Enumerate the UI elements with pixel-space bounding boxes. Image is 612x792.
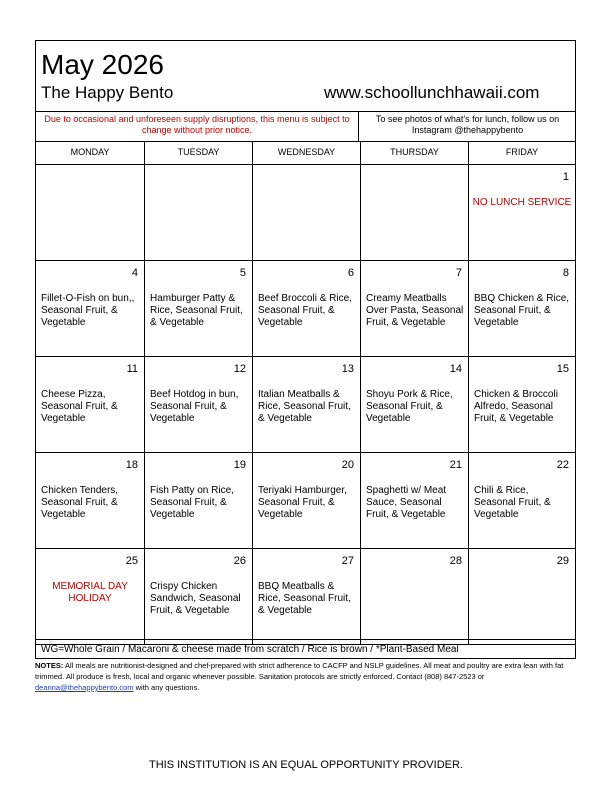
meal-description: Fish Patty on Rice, Seasonal Fruit, & Vegetable bbox=[150, 485, 234, 520]
calendar-day-cell bbox=[145, 357, 253, 452]
meal-description: Italian Meatballs & Rice, Seasonal Fruit, & Vegetable bbox=[258, 389, 351, 424]
instagram-notice: To see photos of what's for lunch, follow us on Instagram @thehappybento bbox=[375, 114, 560, 135]
day-number: 29 bbox=[556, 555, 569, 567]
calendar-grid bbox=[36, 141, 575, 645]
day-number: 11 bbox=[126, 363, 138, 375]
day-number: 28 bbox=[449, 555, 462, 567]
calendar-day-cell bbox=[469, 261, 575, 356]
meal-description: Teriyaki Hamburger, Seasonal Fruit, & Vegetable bbox=[258, 485, 347, 520]
legend: WG=Whole Grain / Macaroni & cheese made from scratch / Rice is brown / *Plant-Based Meal bbox=[36, 639, 575, 659]
weekday-header-row bbox=[36, 141, 575, 165]
day-number: 20 bbox=[341, 459, 354, 471]
calendar-day-cell bbox=[361, 453, 469, 548]
day-number: 14 bbox=[449, 363, 462, 375]
calendar-week-row bbox=[36, 549, 575, 645]
calendar-day-cell bbox=[36, 261, 145, 356]
day-number: 5 bbox=[239, 267, 246, 279]
weekday-wednesday: WEDNESDAY bbox=[253, 141, 361, 164]
calendar-day-cell bbox=[469, 549, 575, 644]
notes-text: All meals are nutritionist-designed and chef-prepared with strict adherence to CACFP and NSLP guidelines. All meat and poultry are extra lean with fat trimmed. All produce is fresh, local and organic whenever possible. Sanitation protocols are strictly enforced. Contact (808) 847-2523 or bbox=[35, 661, 564, 681]
calendar-day-cell bbox=[36, 549, 145, 644]
website-link[interactable]: www.schoollunchhawaii.com bbox=[324, 83, 540, 102]
notes bbox=[35, 660, 580, 693]
day-notice: MEMORIAL DAY HOLIDAY bbox=[52, 581, 128, 604]
calendar-day-cell bbox=[36, 453, 145, 548]
day-number: 13 bbox=[341, 363, 354, 375]
calendar-day-cell bbox=[145, 165, 253, 260]
meal-description: Crispy Chicken Sandwich, Seasonal Fruit, & Vegetable bbox=[150, 581, 241, 616]
meal-description: Creamy Meatballs Over Pasta, Seasonal Fruit, & Vegetable bbox=[366, 293, 464, 328]
day-number: 19 bbox=[233, 459, 246, 471]
weekday-tuesday: TUESDAY bbox=[145, 141, 253, 164]
calendar-frame bbox=[35, 40, 576, 659]
calendar-week-row bbox=[36, 165, 575, 261]
calendar-day-cell bbox=[253, 357, 361, 452]
page-title: May 2026 bbox=[41, 49, 164, 80]
day-number: 6 bbox=[347, 267, 354, 279]
day-notice: NO LUNCH SERVICE bbox=[472, 197, 572, 208]
calendar-day-cell bbox=[361, 261, 469, 356]
equal-opportunity-footer: THIS INSTITUTION IS AN EQUAL OPPORTUNITY PROVIDER. bbox=[149, 759, 463, 771]
day-number: 1 bbox=[562, 171, 569, 183]
weekday-friday: FRIDAY bbox=[505, 147, 539, 157]
notes-suffix: with any questions. bbox=[135, 683, 200, 692]
calendar-day-cell bbox=[145, 261, 253, 356]
meal-description: BBQ Chicken & Rice, Seasonal Fruit, & Vegetable bbox=[474, 293, 570, 328]
meal-description: Chicken Tenders, Seasonal Fruit, & Vegetable bbox=[41, 485, 119, 520]
day-number: 12 bbox=[233, 363, 246, 375]
contact-email-link[interactable]: deanna@thehappybento.com bbox=[35, 683, 134, 692]
brand-name: The Happy Bento bbox=[41, 83, 174, 102]
day-number: 25 bbox=[125, 555, 138, 567]
meal-description: Cheese Pizza, Seasonal Fruit, & Vegetable bbox=[41, 389, 118, 424]
weeks-container bbox=[36, 165, 575, 645]
calendar-day-cell bbox=[36, 165, 145, 260]
calendar-day-cell bbox=[253, 549, 361, 644]
calendar-day-cell bbox=[361, 165, 469, 260]
calendar-day-cell bbox=[145, 453, 253, 548]
meal-description: Shoyu Pork & Rice, Seasonal Fruit, & Vegetable bbox=[366, 389, 453, 424]
calendar-week-row bbox=[36, 261, 575, 357]
day-number: 7 bbox=[455, 267, 462, 279]
notes-label: NOTES: bbox=[35, 661, 64, 670]
calendar-day-cell bbox=[469, 165, 575, 260]
supply-notice: Due to occasional and unforeseen supply disruptions, this menu is subject to change without prior notice. bbox=[36, 112, 359, 141]
calendar-day-cell bbox=[469, 453, 575, 548]
weekday-thursday: THURSDAY bbox=[361, 141, 469, 164]
calendar-day-cell bbox=[36, 357, 145, 452]
day-number: 4 bbox=[131, 267, 138, 279]
calendar-week-row bbox=[36, 357, 575, 453]
day-number: 15 bbox=[556, 363, 569, 375]
weekday-monday: MONDAY bbox=[36, 141, 145, 164]
calendar-day-cell bbox=[253, 261, 361, 356]
meal-description: Hamburger Patty & Rice, Seasonal Fruit, & Vegetable bbox=[150, 293, 243, 328]
day-number: 18 bbox=[125, 459, 138, 471]
day-number: 27 bbox=[341, 555, 354, 567]
calendar-day-cell bbox=[253, 453, 361, 548]
meal-description: Chicken & Broccoli Alfredo, Seasonal Fruit, & Vegetable bbox=[474, 389, 558, 424]
calendar-day-cell bbox=[361, 357, 469, 452]
meal-description: Chili & Rice, Seasonal Fruit, & Vegetable bbox=[474, 485, 551, 520]
calendar-day-cell bbox=[469, 357, 575, 452]
day-number: 22 bbox=[556, 459, 569, 471]
meal-description: Beef Broccoli & Rice, Seasonal Fruit, & Vegetable bbox=[258, 293, 352, 328]
day-number: 26 bbox=[233, 555, 246, 567]
calendar-week-row bbox=[36, 453, 575, 549]
calendar-day-cell bbox=[361, 549, 469, 644]
meal-description: Fillet-O-Fish on bun,, Seasonal Fruit, & Vegetable bbox=[41, 293, 135, 328]
calendar-day-cell bbox=[145, 549, 253, 644]
meal-description: BBQ Meatballs & Rice, Seasonal Fruit, & Vegetable bbox=[258, 581, 351, 616]
calendar-day-cell bbox=[253, 165, 361, 260]
meal-description: Spaghetti w/ Meat Sauce, Seasonal Fruit, & Vegetable bbox=[366, 485, 447, 520]
day-number: 21 bbox=[449, 459, 462, 471]
day-number: 8 bbox=[562, 267, 569, 279]
meal-description: Beef Hotdog in bun, Seasonal Fruit, & Vegetable bbox=[150, 389, 239, 424]
